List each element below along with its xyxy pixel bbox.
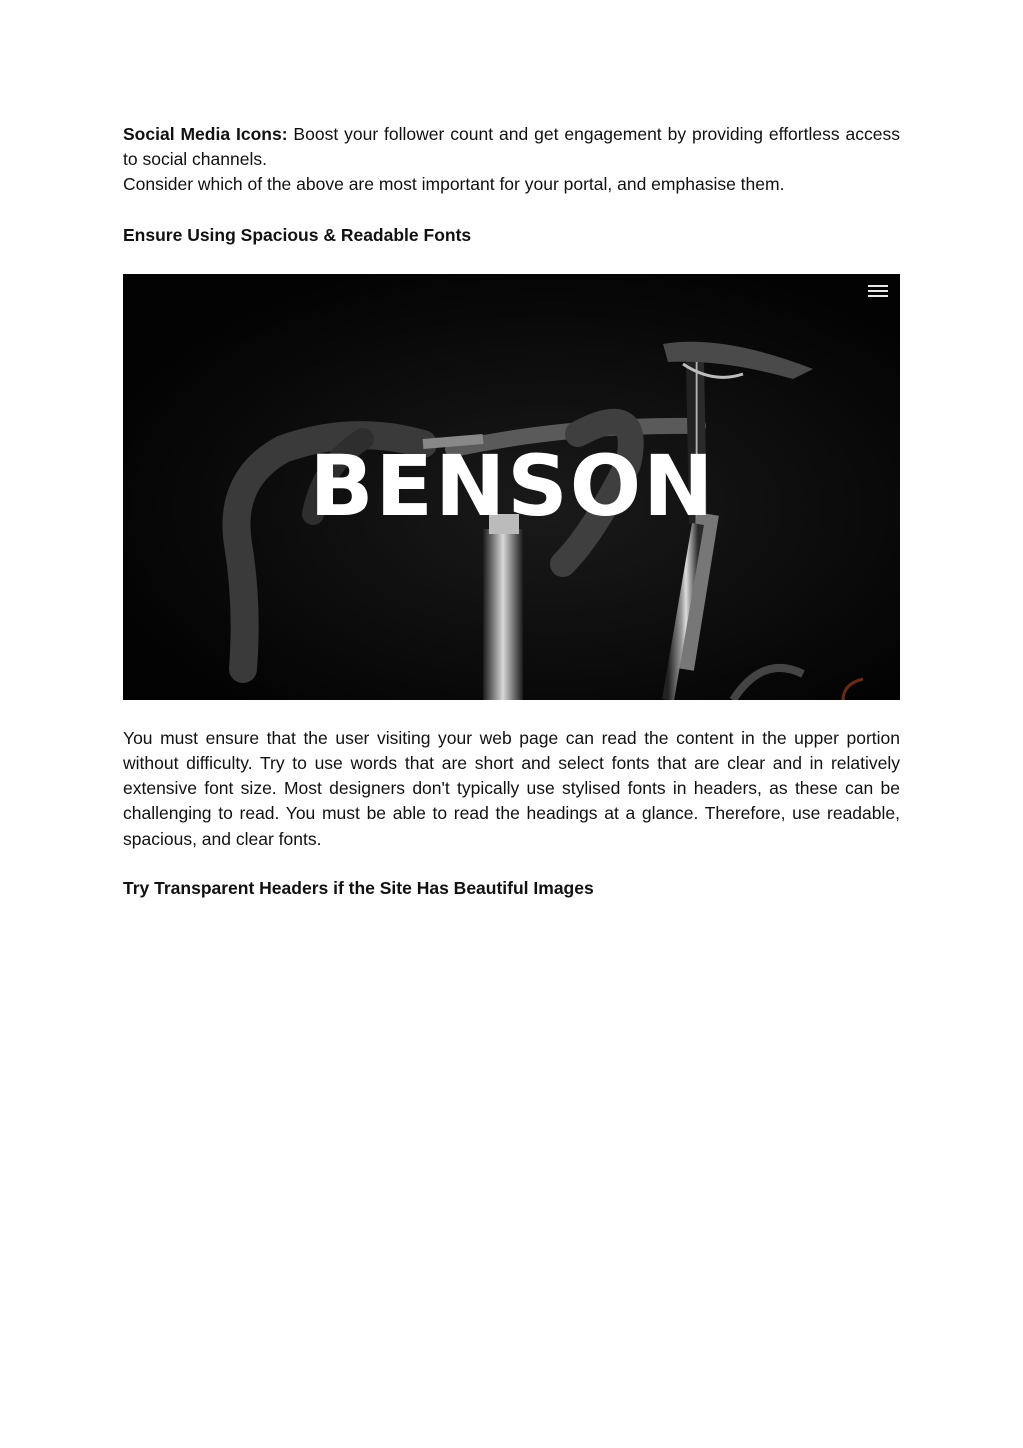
hero-image (123, 274, 900, 700)
section-heading-transparent-headers: Try Transparent Headers if the Site Has Beautiful Images (123, 877, 594, 898)
document-page (123, 122, 900, 901)
section-heading-fonts: Ensure Using Spacious & Readable Fonts (123, 224, 472, 245)
hamburger-menu-icon[interactable] (868, 282, 888, 300)
body-paragraph: You must ensure that the user visiting your web page can read the content in the upper portion without difficulty. Try to use words that are short and select fonts that are clear and in relatively extensive font size. Most designers don't typically use stylised fonts in headers, as these can be challenging to read. You must be able to read the headings at a glance. Therefore, use readable, spacious, and clear fonts. (123, 727, 900, 849)
intro-paragraph (123, 122, 900, 172)
hero-brand-title: BENSON (309, 436, 716, 535)
intro-lead-text: Boost your follower count and get engagement by providing effortless access to social channels. (123, 124, 900, 170)
consider-paragraph: Consider which of the above are most important for your portal, and emphasise them. (123, 174, 785, 195)
intro-lead: Social Media Icons: (123, 124, 288, 144)
